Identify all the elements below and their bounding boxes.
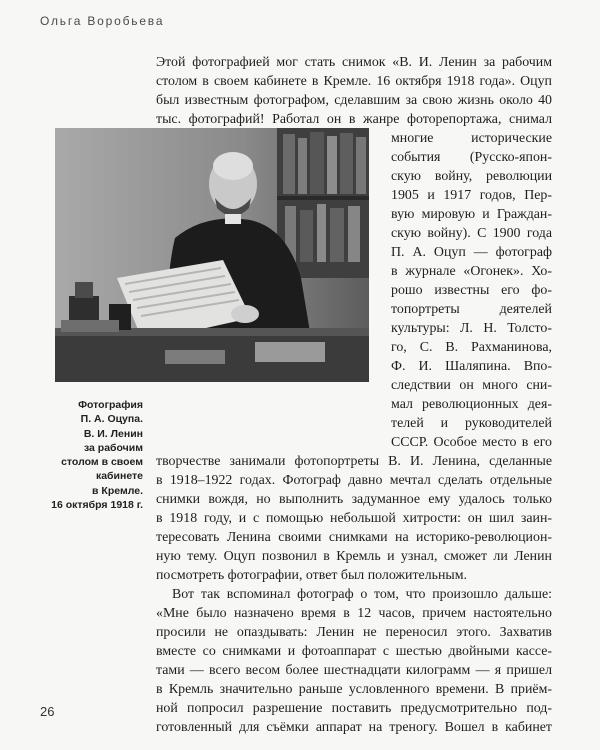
- caption-line: кабинете: [95, 470, 143, 483]
- body-line: тыс. фотографий! Работал он в жанре фоторепортажа, снимал: [156, 112, 552, 127]
- body-line: Этой фотографией мог стать снимок «В. И. Ленин за рабочим: [156, 55, 552, 70]
- lenin-photo: [55, 128, 369, 382]
- photo-illustration: [55, 128, 369, 382]
- body-line: столом в своем кабинете в Кремле. 16 октября 1918 года». Оцуп: [156, 74, 552, 89]
- body-line: события (Русско-япон-: [391, 150, 552, 165]
- body-line: вместе со снимками и фотоаппарат с шестью двойными кассе-: [156, 644, 552, 659]
- body-line: ной попросил разрешение поставить предусмотрительно под-: [156, 701, 552, 716]
- body-line: был известным фотографом, сделавшим за свою жизнь около 40: [156, 93, 552, 108]
- body-line: СССР. Особое место в его: [391, 435, 552, 450]
- body-line: просили не опаздывать: Ленин не переносил этого. Захватив: [156, 625, 552, 640]
- body-line: посмотреть фотографии, ответ был положительным.: [156, 568, 467, 583]
- body-line: П. А. Оцуп — фотограф: [391, 245, 552, 260]
- body-line: в 1918 году, и с помощью небольшой хитрости: он шил заин-: [156, 511, 552, 526]
- body-line: тами — всего весом более шестнадцати килограмм — я пришел: [156, 663, 552, 678]
- body-line: топортреты деятелей: [391, 302, 552, 317]
- body-line: снимки вождя, но выполнить задуманное ему удалось только: [156, 492, 552, 507]
- body-line: ную тему. Оцуп позвонил в Кремль и узнал, сможет ли Ленин: [156, 549, 552, 564]
- caption-line: в Кремле.: [92, 484, 143, 497]
- body-line: рошо известны его фо-: [391, 283, 552, 298]
- body-line: 1905 и 1917 годов, Пер-: [391, 188, 552, 203]
- body-line: Вот так вспоминал фотограф о том, что произошло дальше:: [172, 587, 552, 602]
- body-line: скую войну, революции: [391, 169, 552, 184]
- body-line: творчестве занимали фотопортреты В. И. Ленина, сделанные: [156, 454, 552, 469]
- body-line: готовленный для съёмки аппарат на треногу. Вошел в кабинет: [156, 720, 552, 735]
- body-line: следствии он много сни-: [391, 378, 552, 393]
- body-line: тересовать Ленина своими снимками на историко-революцион-: [156, 530, 552, 545]
- body-line: многие исторические: [391, 131, 552, 146]
- body-line: телей и руководителей: [391, 416, 552, 431]
- caption-line: П. А. Оцупа.: [80, 413, 143, 426]
- body-line: в журнале «Огонек». Хо-: [391, 264, 552, 279]
- body-line: вую мировую и Граждан-: [391, 207, 552, 222]
- body-line: Ф. И. Шаляпина. Впо-: [391, 359, 552, 374]
- body-line: «Мне было назначено время в 12 часов, причем настоятельно: [156, 606, 552, 621]
- caption-line: В. И. Ленин: [83, 427, 143, 440]
- body-line: го, С. В. Рахманинова,: [391, 340, 552, 355]
- caption-line: 16 октября 1918 г.: [51, 499, 143, 512]
- caption-line: за рабочим: [83, 441, 143, 454]
- body-line: скую войну). С 1900 года: [391, 226, 552, 241]
- photo-caption: [40, 398, 143, 512]
- body-line: культуры: Л. Н. Толсто-: [391, 321, 552, 336]
- caption-line: столом в своем: [61, 456, 143, 469]
- body-line: в 1918–1922 годах. Фотограф давно мечтал сделать отдельные: [156, 473, 552, 488]
- page-number: 26: [40, 704, 55, 719]
- body-line: мал революционных дея-: [391, 397, 552, 412]
- running-head: Ольга Воробьева: [40, 14, 165, 28]
- caption-line: Фотография: [78, 399, 143, 411]
- body-line: в Кремль значительно раньше условленного времени. В приём-: [156, 682, 552, 697]
